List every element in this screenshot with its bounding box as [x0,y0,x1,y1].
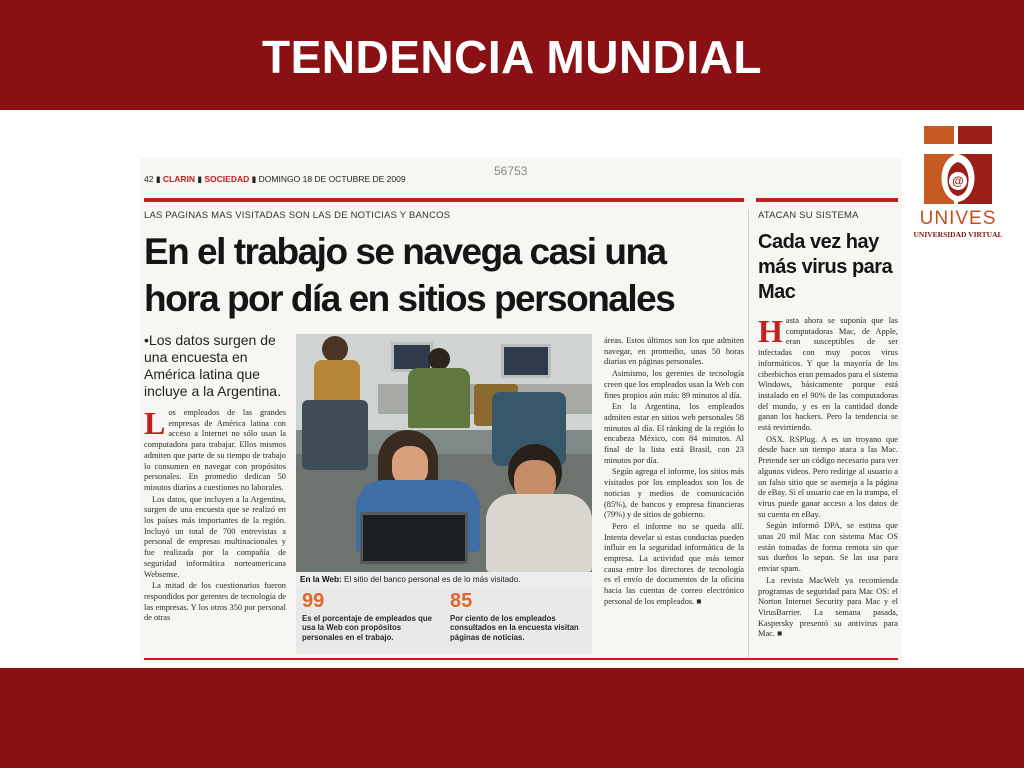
stat-number: 99 [302,590,325,612]
stats-box [296,588,592,654]
article-column-1 [144,405,286,624]
stat-text: Por ciento de los empleados consultados en la encuesta visitan páginas de noticias. [450,614,579,642]
man-shirt [486,494,592,572]
main-headline: En el trabajo se navega casi una hora por día en sitios personales [144,231,675,319]
column-separator [748,210,749,658]
side-paragraph: OSX. RSPlug. A es un troyano que desde hace un tiempo ataca a las Mac. Pretende ser un código necesario para ver algunos videos. Pero redirige al usuario a un falso sitio que se asemeja a la página de eBay. Si el usuario cae en la trampa, el virus puede ganar acceso a los datos de su cuenta en eBay. [758,434,898,519]
main-kicker: LAS PAGINAS MAS VISITADAS SON LAS DE NOTICIAS Y BANCOS [144,210,451,221]
chair-shape [302,400,368,470]
article-paragraph: os empleados de las grandes empresas de América latina con acceso a Internet no sólo usan la computadora para trabajar. Ellos mismos admiten que parte de su tiempo de trabajo lo consumen en navegar con propósitos personales. En promedio dedican 50 minutos diarios a cuestiones no laborales. [144,408,286,492]
article-deck: •Los datos surgen de una encuesta en América latina que incluye a la Argentina. [144,332,281,399]
article-paragraph: En la Argentina, los empleados admiten estar en sitios web personales 58 minutos al día. El ránking de la región lo encabeza México, con 84 minutos. Al final de la lista está Brasil, con 23 minutos por día. [604,402,744,465]
article-paragraph: Los datos, que incluyen a la Argentina, surgen de una encuesta que se realizó en los países más importantes de la región. Incluyó un total de 700 entrevistas a personal de empresas multinacionales y fue realizada por la compañía de seguridad informática norteamericana Websense. [144,494,286,579]
laptop-monitor [360,512,468,564]
person-head [322,336,348,362]
issue-date: DOMINGO 18 DE OCTUBRE DE 2009 [258,174,406,184]
bottom-rule [144,658,898,660]
side-headline: Cada vez hay más virus para Mac [758,231,893,303]
office-photo [296,334,592,572]
side-kicker: ATACAN SU SISTEMA [758,210,859,221]
logo-subtitle: UNIVERSIDAD VIRTUAL [913,230,1003,239]
article-paragraph: La mitad de los cuestionarios fueron respondidos por gerentes de tecnología de las empresas. Y los otros 350 por personal de otras [144,581,286,623]
section-name: SOCIEDAD [204,174,250,184]
stat-number: 85 [450,590,473,612]
svg-text:@: @ [952,174,964,188]
side-paragraph: asta ahora se suponía que las computadoras Mac, de Apple, eran susceptibles de ser infectadas con muy pocos virus informáticos. Y que la mayoría de los ciberbichos eran pensados para el sistema Windows, básicamente porque está instalado en el 90% de las computadoras del mundo, y es en la cantidad donde ganan los hackers. Pero la tendencia se está revirtiendo. [758,316,898,433]
stat-item [296,588,444,654]
side-paragraph: Según informó DPA, se estima que unas 20 mil Mac con sistema Mac OS están tomadas de forma remota sin que sus dueños lo sepan. Se las usa para enviar spam. [758,521,898,574]
article-paragraph: Pero el informe no se queda allí. Intenta develar si estas conductas pueden influir en la seguridad informática de la empresa. La actividad que más temor causa entre los directores de tecnología es el envío de documentos de la oficina hacia las cuentas de correo electrónico personal de los empleados. ■ [604,521,744,606]
header-rule [144,198,744,202]
caption-text: El sitio del banco personal es de lo más visitado. [341,575,521,584]
logo-emblem-icon [906,124,1010,208]
logo-wordmark: UNIVES [919,208,997,229]
drop-cap: L [144,405,166,441]
page-number: 42 [144,174,154,184]
stat-item [444,588,592,654]
person-head [428,348,450,370]
article-column-3 [604,336,744,608]
article-paragraph: Asimismo, los gerentes de tecnología creen que los empleados usan la Web con fines propios aún más: 89 minutos al día. [604,369,744,400]
person-shirt [408,368,470,428]
stat-text: Es el porcentaje de empleados que usa la Web con propósitos personales en el trabajo. [302,614,432,642]
article-paragraph: áreas. Estos últimos son los que admiten navegar, en promedio, unas 50 horas diarias en páginas personales. [604,336,744,367]
university-logo [906,124,1010,244]
monitor-shape [501,344,551,378]
newspaper-clipping [140,158,902,663]
newspaper-header: 42 ▮ CLARIN ▮ SOCIEDAD ▮ DOMINGO 18 DE OCTUBRE DE 2009 [144,174,406,184]
photo-caption [296,572,592,588]
article-paragraph: Según agrega el informe, los sitios más visitados por los empleados son los de noticias y medios de comunicación (85%), de bancos y empresa financieras (79%) y de sitios de gobierno. [604,467,744,520]
footer-band [0,668,1024,768]
drop-cap: H [758,313,783,349]
newspaper-name: CLARIN [162,174,195,184]
caption-lead: En la Web: [300,575,342,584]
side-header-rule [756,198,898,202]
archive-stamp: 56753 [494,164,528,178]
slide-title: TENDENCIA MUNDIAL [262,31,762,83]
side-article-column [758,313,898,640]
side-paragraph: La revista MacWelt ya recomienda programas de seguridad para Mac OS: el Norton Internet Security para Mac y el VirusBarrier. La semana pasada, Kaspersky presentó su antivirus para Mac. ■ [758,575,898,639]
